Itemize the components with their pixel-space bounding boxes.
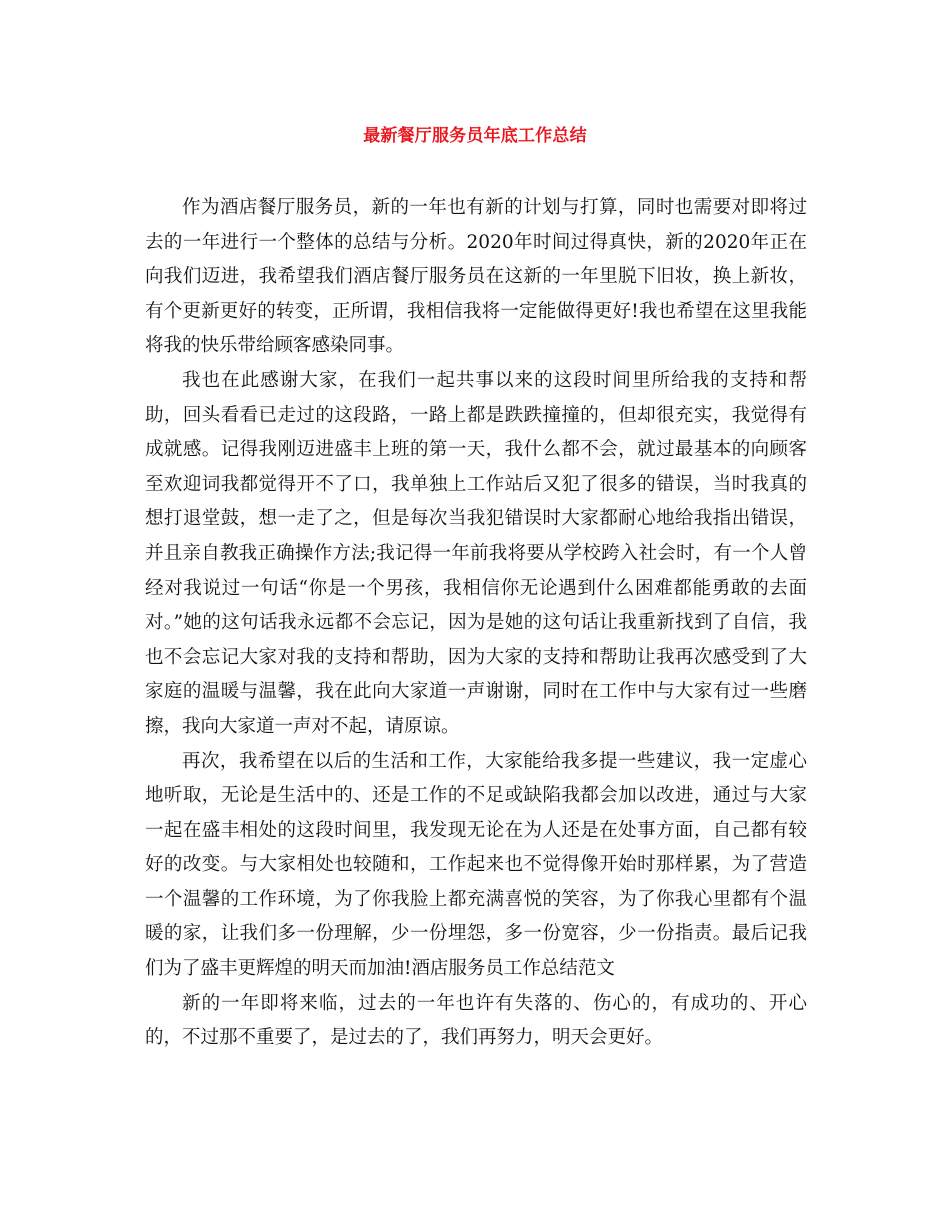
document-title: 最新餐厅服务员年底工作总结 <box>363 126 587 146</box>
paragraph-1: 作为酒店餐厅服务员，新的一年也有新的计划与打算，同时也需要对即将过去的一年进行一个整体的总结与分析。2020年时间过得真快，新的2020年正在向我们迈进，我希望我们酒店餐厅服务员在这新的一年里脱下旧妆，换上新妆，有个更新更好的转变，正所谓，我相信我将一定能做得更好!我也希望在这里我能将我的快乐带给顾客感染同事。 <box>145 197 807 357</box>
paragraph-4: 新的一年即将来临，过去的一年也许有失落的、伤心的，有成功的、开心的，不过那不重要了，是过去的了，我们再努力，明天会更好。 <box>145 992 807 1049</box>
paragraph-2: 我也在此感谢大家，在我们一起共事以来的这段时间里所给我的支持和帮助，回头看看已走过的这段路，一路上都是跌跌撞撞的，但却很充实，我觉得有成就感。记得我刚迈进盛丰上班的第一天，我什么都不会，就过最基本的向顾客至欢迎词我都觉得开不了口，我单独上工作站后又犯了很多的错误，当时我真的想打退堂鼓，想一走了之，但是每次当我犯错误时大家都耐心地给我指出错误，并且亲自教我正确操作方法;我记得一年前我将要从学校跨入社会时，有一个人曾经对我说过一句话“你是一个男孩，我相信你无论遇到什么困难都能勇敢的去面对。”她的这句话我永远都不会忘记，因为是她的这句话让我重新找到了自信，我也不会忘记大家对我的支持和帮助，因为大家的支持和帮助让我再次感受到了大家庭的温暖与温馨，我在此向大家道一声谢谢，同时在工作中与大家有过一些磨擦，我向大家道一声对不起，请原谅。 <box>145 369 807 737</box>
document-body <box>145 191 807 1056</box>
paragraph-3: 再次，我希望在以后的生活和工作，大家能给我多提一些建议，我一定虚心地听取，无论是生活中的、还是工作的不足或缺陷我都会加以改进，通过与大家一起在盛丰相处的这段时间里，我发现无论在为人还是在处事方面，自己都有较好的改变。与大家相处也较随和，工作起来也不觉得像开始时那样累，为了营造一个温馨的工作环境，为了你我脸上都充满喜悦的笑容，为了你我心里都有个温暖的家，让我们多一份理解，少一份埋怨，多一份宽容，少一份指责。最后记我们为了盛丰更辉煌的明天而加油!酒店服务员工作总结范文 <box>145 750 807 980</box>
